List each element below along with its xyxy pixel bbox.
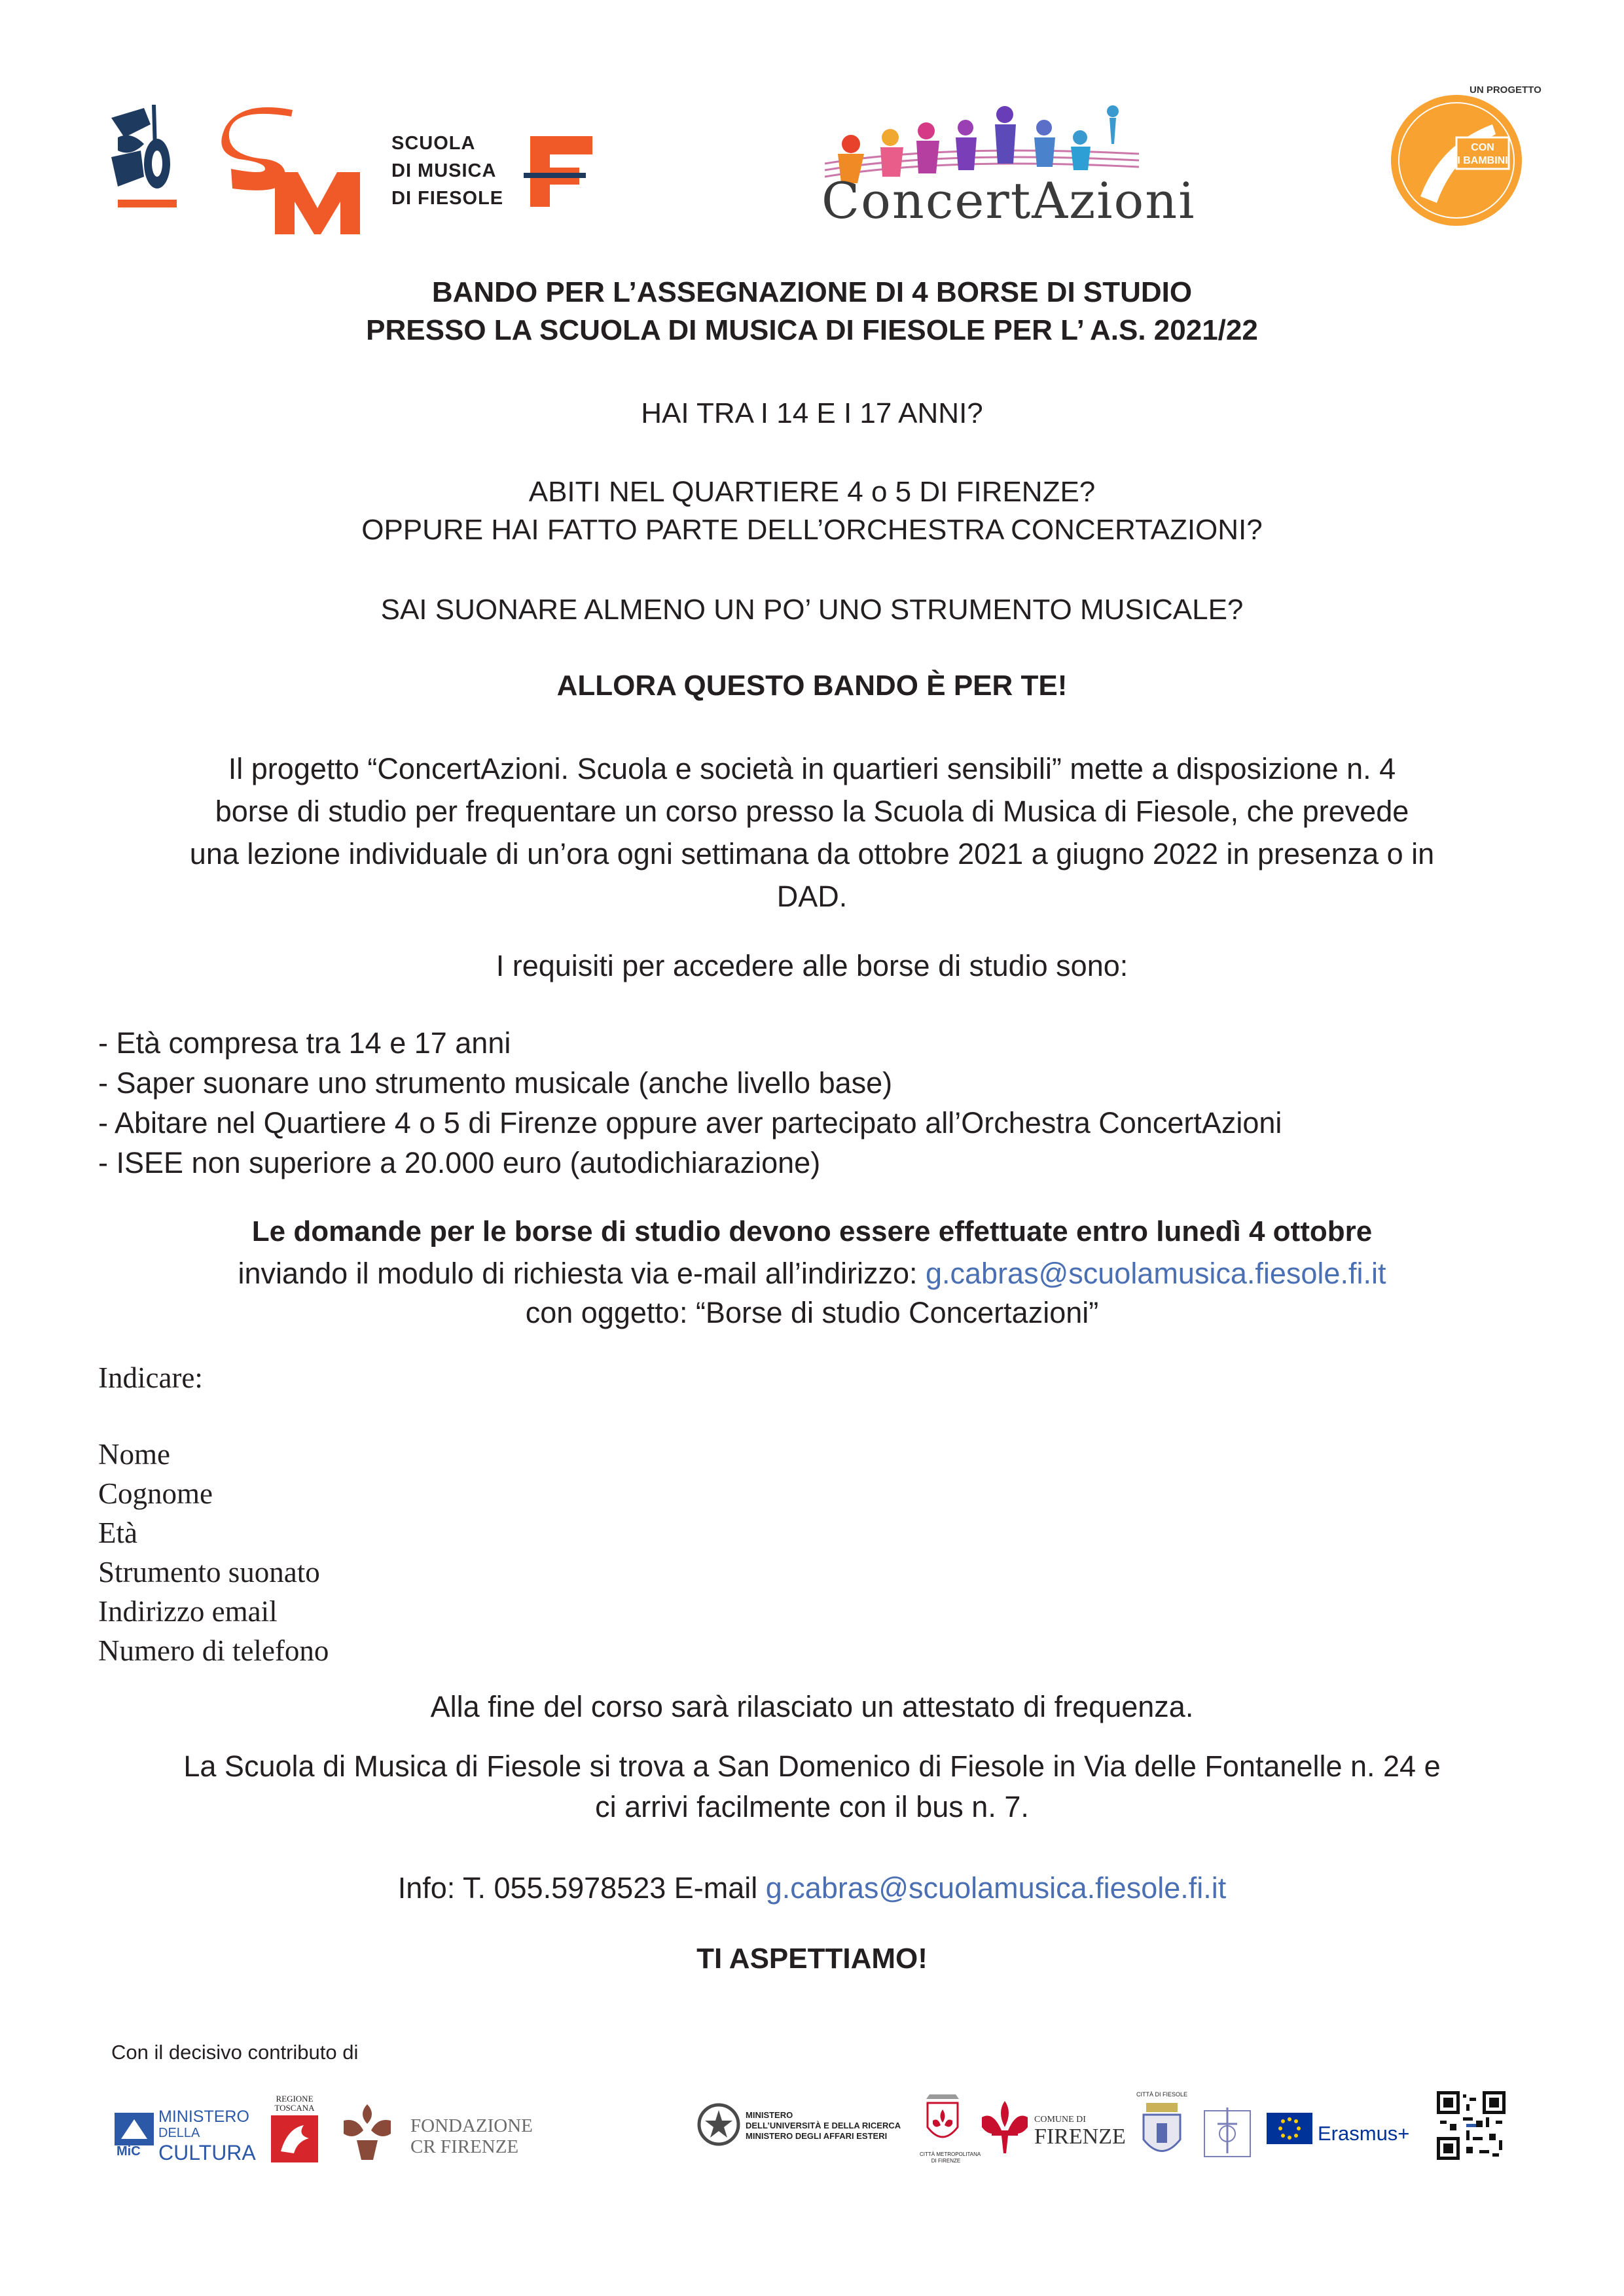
school-name-logo — [391, 130, 503, 212]
comune-line: COMUNE DI — [1034, 2115, 1086, 2125]
deadline-subject: con oggetto: “Borse di studio Concertazioni” — [525, 1296, 1099, 1329]
intro-paragraph — [0, 747, 1624, 918]
question-instrument: SAI SUONARE ALMENO UN PO’ UNO STRUMENTO MUSICALE? — [380, 594, 1244, 626]
fiesole-outline-icon — [1201, 2098, 1254, 2163]
info-line — [0, 1867, 1624, 1909]
list-item: - Abitare nel Quartiere 4 o 5 di Firenze oppure aver partecipato all’Orchestra ConcertAzioni — [98, 1106, 1282, 1139]
deadline-send-line — [0, 1257, 1624, 1291]
send-prefix: inviando il modulo di richiesta via e-mail all’indirizzo: — [238, 1257, 926, 1290]
conbambini-line: I BAMBINI — [1457, 155, 1508, 166]
toscana-line: REGIONE — [276, 2094, 314, 2104]
metro-wordmark — [920, 2151, 981, 2164]
deadline-heading: Le domande per le borse di studio devono essere effettuate entro lunedì 4 ottobre — [251, 1215, 1373, 1247]
mic-line: CULTURA — [158, 2141, 256, 2164]
list-item: - Età compresa tra 14 e 17 anni — [98, 1026, 511, 1060]
sm-monogram-logo — [219, 103, 370, 238]
citta-metropolitana-logo — [920, 2091, 981, 2170]
erasmus-logo — [1267, 2113, 1424, 2152]
regione-toscana-logo — [268, 2094, 321, 2166]
qr-code-icon[interactable] — [1437, 2091, 1506, 2160]
metro-line: CITTÀ METROPOLITANA — [920, 2151, 981, 2157]
intro-line: DAD. — [776, 880, 848, 913]
location-paragraph — [0, 1746, 1624, 1827]
mic-short: MiC — [117, 2144, 141, 2159]
info-prefix: Info: T. 055.5978523 E-mail — [397, 1871, 766, 1905]
school-logo-line: DI FIESOLE — [391, 188, 504, 209]
location-line: ci arrivi facilmente con il bus n. 7. — [595, 1790, 1029, 1823]
concertazioni-wordmark: ConcertAzioni — [821, 171, 1196, 230]
fiesole-crest-icon — [1137, 2100, 1187, 2166]
form-field-label: Cognome — [98, 1477, 213, 1510]
ministero-line: DELL’UNIVERSITÀ E DELLA RICERCA — [746, 2121, 901, 2130]
closing-heading: TI ASPETTIAMO! — [696, 1943, 928, 1975]
comune-line: FIRENZE — [1034, 2125, 1126, 2149]
info-email-link[interactable]: g.cabras@scuolamusica.fiesole.fi.it — [765, 1871, 1227, 1905]
question-district-line: ABITI NEL QUARTIERE 4 o 5 DI FIRENZE? — [528, 476, 1096, 508]
con-i-bambini-logo — [1381, 84, 1542, 236]
mic-line: DELLA — [158, 2126, 200, 2140]
page-title — [0, 274, 1624, 350]
call-out-heading: ALLORA QUESTO BANDO È PER TE! — [556, 670, 1068, 702]
comune-firenze-logo — [979, 2098, 1129, 2163]
metro-lily-icon — [920, 2091, 965, 2150]
toscana-line: TOSCANA — [274, 2103, 315, 2113]
form-heading: Indicare: — [98, 1361, 203, 1394]
form-fields-list — [98, 1435, 329, 1670]
comune-wordmark — [1034, 2115, 1126, 2149]
form-field-label: Numero di telefono — [98, 1634, 329, 1667]
conbambini-top: UN PROGETTO — [1470, 84, 1542, 96]
form-field-label: Indirizzo email — [98, 1595, 278, 1628]
firenze-lily-icon — [979, 2098, 1031, 2157]
title-line-2: PRESSO LA SCUOLA DI MUSICA DI FIESOLE PER L’ A.S. 2021/22 — [366, 314, 1258, 346]
form-field-label: Strumento suonato — [98, 1556, 320, 1588]
fondazione-line: FONDAZIONE — [410, 2115, 533, 2136]
fiesole-f-logo — [524, 136, 592, 207]
title-line-1: BANDO PER L’ASSEGNAZIONE DI 4 BORSE DI STUDIO — [431, 276, 1193, 308]
intro-line: borse di studio per frequentare un corso presso la Scuola di Musica di Fiesole, che prevede — [215, 795, 1409, 828]
ministero-wordmark — [746, 2110, 901, 2142]
certificate-note: Alla fine del corso sarà rilasciato un attestato di frequenza. — [430, 1690, 1194, 1723]
mic-line: MINISTERO — [158, 2108, 249, 2126]
fiesole-outline-logo — [1201, 2098, 1254, 2163]
email-link[interactable]: g.cabras@scuolamusica.fiesole.fi.it — [925, 1257, 1386, 1290]
question-district — [0, 473, 1624, 549]
fiesole-label: CITTÀ DI FIESOLE — [1136, 2091, 1187, 2098]
footer-label: Con il decisivo contributo di — [111, 2041, 359, 2064]
intro-line: una lezione individuale di un’ora ogni settimana da ottobre 2021 a giugno 2022 in presenza o in — [189, 837, 1435, 870]
ministero-line: MINISTERO — [746, 2110, 793, 2120]
location-line: La Scuola di Musica di Fiesole si trova a San Domenico di Fiesole in Via delle Fontanelle n. 24 e — [183, 1749, 1441, 1783]
form-field-label: Età — [98, 1516, 137, 1549]
ministero-line: MINISTERO DEGLI AFFARI ESTERI — [746, 2131, 888, 2141]
mic-logo — [111, 2106, 255, 2165]
list-item: - Saper suonare uno strumento musicale (anche livello base) — [98, 1066, 893, 1100]
requirements-intro: I requisiti per accedere alle borse di studio sono: — [496, 949, 1128, 982]
ministero-logo — [697, 2101, 907, 2160]
intro-line: Il progetto “ConcertAzioni. Scuola e società in quartieri sensibili” mette a disposizione n. 4 — [228, 752, 1396, 785]
school-logo-line: SCUOLA — [391, 133, 476, 154]
fondazione-cr-logo — [337, 2101, 533, 2166]
toscana-wordmark — [268, 2094, 321, 2113]
fondazione-lily-icon — [337, 2101, 397, 2164]
school-logo-line: DI MUSICA — [391, 160, 497, 181]
question-age: HAI TRA I 14 E I 17 ANNI? — [641, 397, 983, 429]
question-district-line: OPPURE HAI FATTO PARTE DELL’ORCHESTRA CONCERTAZIONI? — [361, 514, 1263, 546]
pegasus-icon — [271, 2115, 318, 2162]
erasmus-wordmark: Erasmus+ — [1318, 2122, 1410, 2145]
citta-fiesole-logo — [1136, 2091, 1188, 2170]
eu-flag-icon — [1267, 2113, 1312, 2144]
italian-emblem-icon — [697, 2101, 740, 2148]
violin-icon — [105, 98, 183, 213]
header-logos — [0, 0, 1624, 262]
mic-wordmark — [158, 2109, 256, 2164]
form-field-label: Nome — [98, 1438, 170, 1471]
list-item: - ISEE non superiore a 20.000 euro (autodichiarazione) — [98, 1146, 821, 1179]
metro-line: DI FIRENZE — [931, 2158, 961, 2164]
fondazione-line: CR FIRENZE — [410, 2136, 519, 2157]
conbambini-line: CON — [1471, 142, 1494, 153]
fondazione-wordmark — [410, 2115, 533, 2157]
requirements-list — [98, 1023, 1282, 1183]
